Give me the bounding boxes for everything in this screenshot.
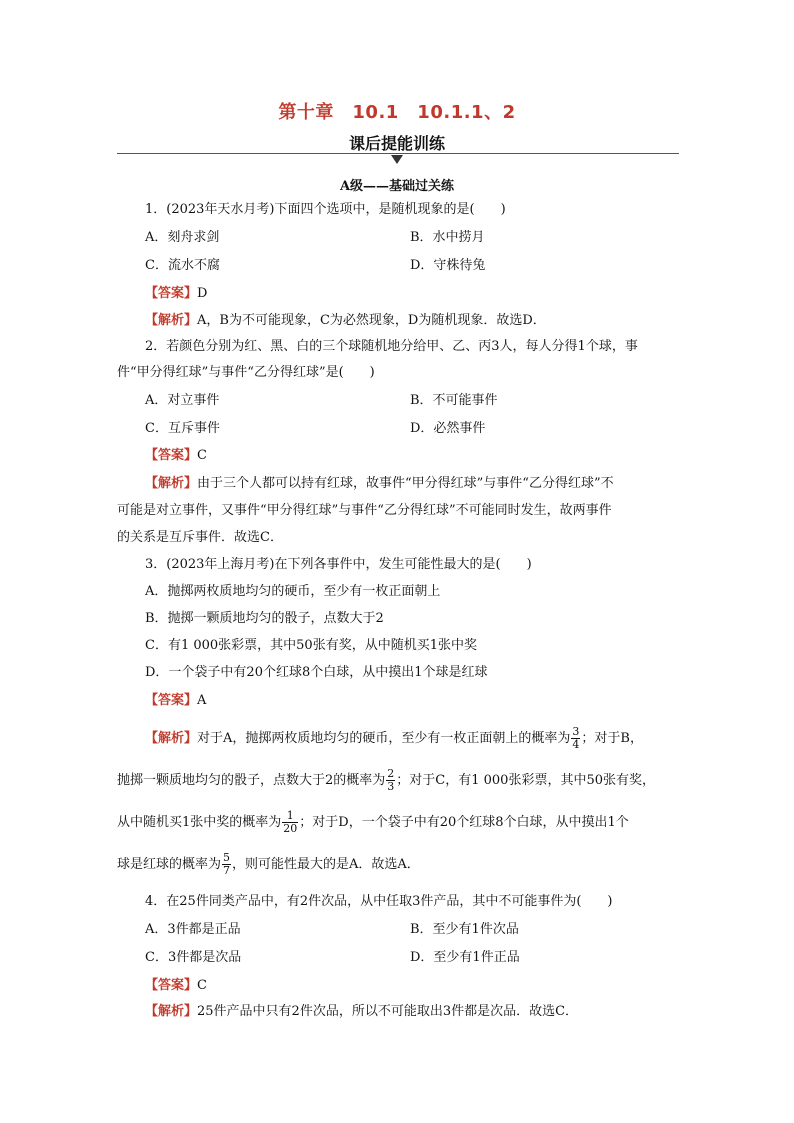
fraction xyxy=(222,852,231,877)
q4-answer xyxy=(145,977,207,995)
q1-stem: 1．(2023年天水月考)下面四个选项中，是随机现象的是( ) xyxy=(145,202,506,217)
fraction xyxy=(386,768,395,793)
chapter-title: 第十章 10.1 10.1.1、2 xyxy=(278,102,516,123)
fraction-numerator: 3 xyxy=(572,725,580,738)
section-title: 课后提能训练 xyxy=(348,134,445,153)
answer-value: D xyxy=(197,286,208,301)
fraction-numerator: 1 xyxy=(282,810,298,823)
answer-tag: 【答案】 xyxy=(145,448,198,463)
answer-value: C xyxy=(197,978,207,993)
q3-option-c: C．有1 000张彩票，其中50张有奖，从中随机买1张中奖 xyxy=(145,638,477,653)
fraction-denominator: 7 xyxy=(223,864,231,877)
answer-tag: 【答案】 xyxy=(145,693,198,708)
q1-option-b: B．水中捞月 xyxy=(410,230,485,245)
q3-option-a: A．抛掷两枚质地均匀的硬币，至少有一枚正面朝上 xyxy=(145,584,441,599)
fraction xyxy=(282,810,298,835)
q2-stem-line1: 2．若颜色分别为红、黑、白的三个球随机地分给甲、乙、丙3人，每人分得1个球，事 xyxy=(145,339,638,354)
analysis-text: ，则可能性最大的是A．故选A． xyxy=(232,857,420,872)
fraction-denominator: 20 xyxy=(283,822,298,835)
q3-analysis-line4 xyxy=(117,852,420,877)
q1-answer xyxy=(145,285,207,303)
q1-option-d: D．守株待兔 xyxy=(410,258,486,273)
q4-option-c: C．3件都是次品 xyxy=(145,950,242,965)
q2-option-d: D．必然事件 xyxy=(410,421,486,436)
fraction-denominator: 3 xyxy=(387,780,395,793)
fraction-denominator: 4 xyxy=(572,738,580,751)
answer-value: C xyxy=(197,448,207,463)
q4-analysis xyxy=(145,1003,578,1021)
analysis-tag: 【解析】 xyxy=(145,476,198,491)
q4-option-d: D．至少有1件正品 xyxy=(410,950,520,965)
q2-answer xyxy=(145,447,207,465)
q1-analysis xyxy=(145,312,546,330)
triangle-down-icon xyxy=(391,155,403,164)
analysis-text: 从中随机买1张中奖的概率为 xyxy=(117,815,282,830)
q3-option-d: D．一个袋子中有20个红球8个白球，从中摸出1个球是红球 xyxy=(145,665,488,680)
q1-option-a: A．刻舟求剑 xyxy=(145,230,220,245)
analysis-text: A，B为不可能现象，C为必然现象，D为随机现象．故选D． xyxy=(197,313,546,328)
q2-option-a: A．对立事件 xyxy=(145,393,220,408)
answer-value: A xyxy=(197,693,207,708)
analysis-text: ；对于B， xyxy=(581,731,643,746)
q3-analysis-line2 xyxy=(117,768,655,793)
q2-analysis-line3: 的关系是互斥事件．故选C． xyxy=(117,530,283,545)
answer-tag: 【答案】 xyxy=(145,978,198,993)
analysis-text: 对于A，抛掷两枚质地均匀的硬币，至少有一枚正面朝上的概率为 xyxy=(197,731,571,746)
q2-option-c: C．互斥事件 xyxy=(145,421,220,436)
analysis-text: 25件产品中只有2件次品，所以不可能取出3件都是次品．故选C． xyxy=(197,1004,579,1019)
analysis-tag: 【解析】 xyxy=(145,1004,198,1019)
analysis-text: 由于三个人都可以持有红球，故事件“甲分得红球”与事件“乙分得红球”不 xyxy=(197,476,614,491)
q4-stem: 4．在25件同类产品中，有2件次品，从中任取3件产品，其中不可能事件为( ) xyxy=(145,894,613,909)
analysis-text: 抛掷一颗质地均匀的骰子，点数大于2的概率为 xyxy=(117,773,386,788)
q3-option-b: B．抛掷一颗质地均匀的骰子，点数大于2 xyxy=(145,611,384,626)
answer-tag: 【答案】 xyxy=(145,286,198,301)
q4-option-a: A．3件都是正品 xyxy=(145,922,241,937)
q2-stem-line2: 件“甲分得红球”与事件“乙分得红球”是( ) xyxy=(117,365,375,380)
analysis-text: 球是红球的概率为 xyxy=(117,857,222,872)
q2-analysis-line2: 可能是对立事件，又事件“甲分得红球”与事件“乙分得红球”不可能同时发生，故两事件 xyxy=(117,503,612,518)
fraction-numerator: 2 xyxy=(387,767,395,780)
analysis-tag: 【解析】 xyxy=(145,731,198,746)
level-heading: A级——基础过关练 xyxy=(339,179,455,194)
q1-option-c: C．流水不腐 xyxy=(145,258,220,273)
q2-option-b: B．不可能事件 xyxy=(410,393,498,408)
header-divider xyxy=(117,153,679,154)
analysis-text: ；对于D，一个袋子中有20个红球8个白球，从中摸出1个 xyxy=(299,815,629,830)
q3-stem: 3．(2023年上海月考)在下列各事件中，发生可能性最大的是( ) xyxy=(145,557,532,572)
analysis-tag: 【解析】 xyxy=(145,313,198,328)
q3-analysis-line3 xyxy=(117,810,629,835)
q3-analysis-line1 xyxy=(145,726,643,751)
q4-option-b: B．至少有1件次品 xyxy=(410,922,519,937)
q3-answer xyxy=(145,692,206,710)
analysis-text: ；对于C，有1 000张彩票，其中50张有奖， xyxy=(396,773,655,788)
fraction-numerator: 5 xyxy=(223,851,231,864)
q2-analysis-line1 xyxy=(145,475,614,493)
fraction xyxy=(571,726,580,751)
